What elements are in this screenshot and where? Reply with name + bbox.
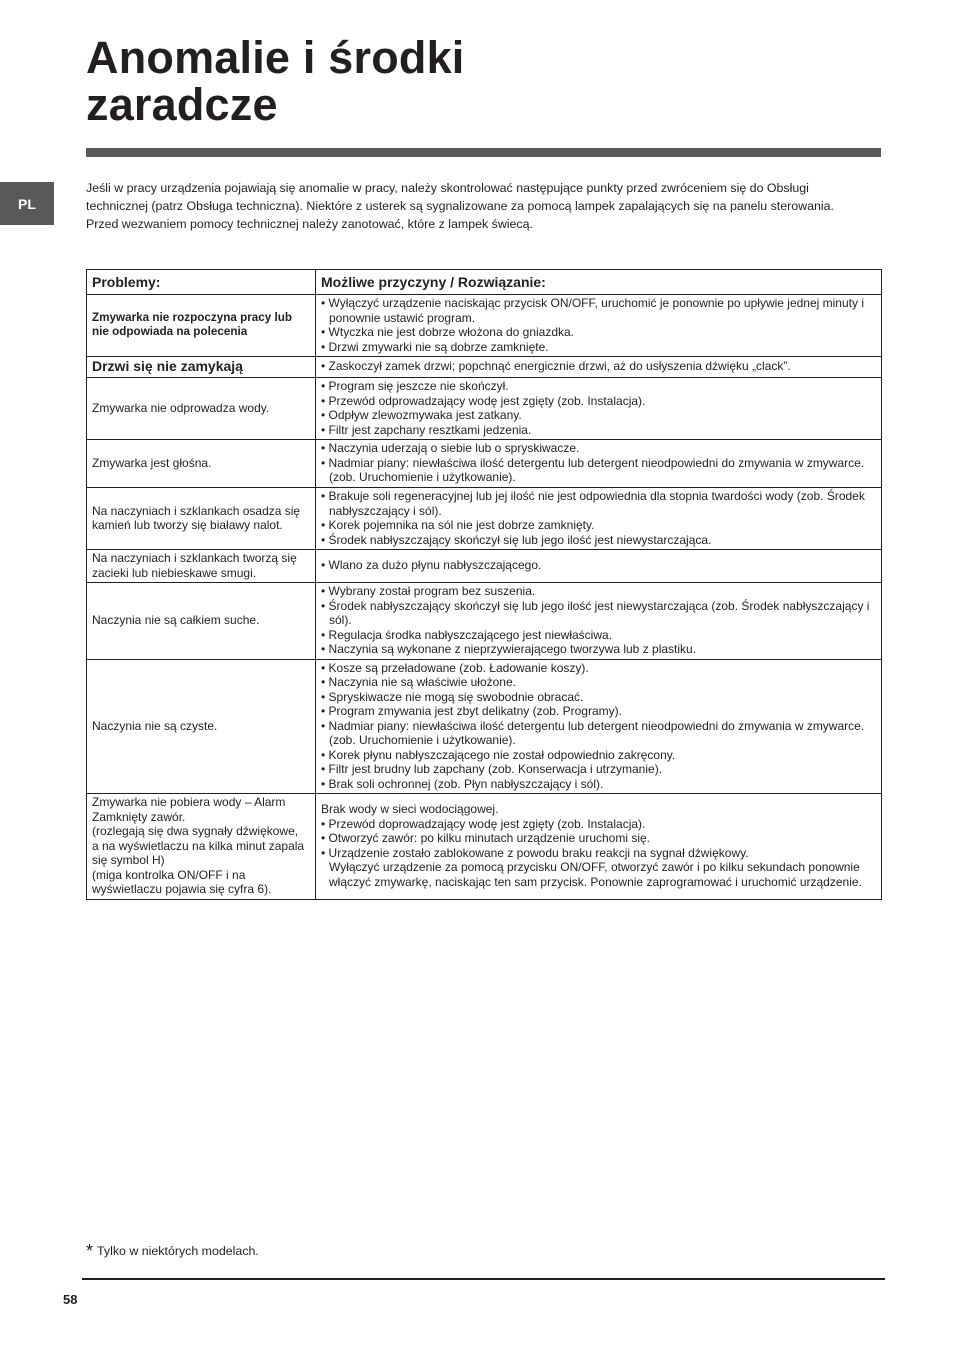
problem-text: Na naczyniach i szklankach osadza się (92, 503, 301, 518)
solution-cell (316, 357, 882, 378)
problem-text: kamień lub tworzy się białawy nalot. (92, 518, 283, 532)
intro-paragraph (86, 179, 886, 233)
page-title-line: Anomalie i środki (86, 32, 465, 83)
table-row (87, 295, 882, 357)
problem-text: Zamknięty zawór. (92, 809, 186, 824)
footnote (86, 1241, 259, 1262)
solution-item: • Korek pojemnika na sól nie jest dobrze zamknięty. (321, 518, 877, 533)
solution-item: • Filtr jest brudny lub zapchany (zob. Konserwacja i utrzymanie). (321, 762, 877, 777)
solution-item: • Przewód doprowadzający wodę jest zgięty (zob. Instalacja). (321, 817, 877, 832)
solution-item: • Wtyczka nie jest dobrze włożona do gniazdka. (321, 325, 877, 340)
solution-cell (316, 488, 882, 550)
table-row (87, 659, 882, 794)
table-row (87, 794, 882, 900)
title-divider (86, 148, 881, 157)
solution-lead: Brak wody w sieci wodociągowej. (321, 802, 499, 817)
solution-list (321, 661, 877, 792)
solution-cell (316, 583, 882, 660)
problem-cell (87, 583, 316, 660)
solution-item: • Brak soli ochronnej (zob. Płyn nabłyszczający i sól). (321, 777, 877, 792)
solution-item: • Środek nabłyszczający skończył się lub jego ilość jest niewystarczająca. (321, 533, 877, 548)
language-tab: PL (0, 182, 54, 225)
solution-item: • Nadmiar piany: niewłaściwa ilość detergentu lub detergent nieodpowiedni do zmywania w zmywarce. (zob. Uruchomienie i użytkowanie). (321, 456, 877, 485)
problem-cell (87, 378, 316, 440)
solution-list (321, 558, 877, 573)
page-title-line: zaradcze (86, 79, 278, 130)
intro-line: Jeśli w pracy urządzenia pojawiają się anomalie w pracy, należy skontrolować następujące punkty przed zwróceniem się do Obsługi (86, 181, 809, 195)
solution-item: • Otworzyć zawór: po kilku minutach urządzenie uruchomi się. (321, 831, 877, 846)
solution-continuation: Wyłączyć urządzenie za pomocą przycisku ON/OFF, otworzyć zawór i po kilku sekundach ponownie włączyć zmywarkę, naciskając ten sam przycisk. Ponownie zaprogramować i uruchomić urządzenie. (329, 860, 862, 889)
solution-list (321, 584, 877, 657)
problem-text: Zmywarka nie odprowadza wody. (92, 400, 270, 415)
footnote-text: Tylko w niektórych modelach. (97, 1244, 259, 1258)
solution-item: • Zaskoczył zamek drzwi; popchnąć energicznie drzwi, aż do usłyszenia dźwięku „clack”. (321, 359, 877, 374)
solution-item: • Spryskiwacze nie mogą się swobodnie obracać. (321, 690, 877, 705)
solution-item: • Program zmywania jest zbyt delikatny (zob. Programy). (321, 704, 877, 719)
problem-cell (87, 794, 316, 900)
problem-cell (87, 488, 316, 550)
table-header-row (87, 270, 882, 295)
table-row (87, 583, 882, 660)
problem-text: Naczynia nie są czyste. (92, 718, 218, 733)
problem-text: Drzwi się nie zamykają (92, 358, 243, 375)
solution-item: • Środek nabłyszczający skończył się lub jego ilość jest niewystarczająca (zob. Środek nabłyszczający i sól). (321, 599, 877, 628)
table-row (87, 440, 882, 488)
page-number: 58 (63, 1292, 78, 1307)
solution-cell (316, 378, 882, 440)
solution-item: • Drzwi zmywarki nie są dobrze zamknięte. (321, 340, 877, 355)
solution-item: • Brakuje soli regeneracyjnej lub jej ilość nie jest odpowiednia dla stopnia twardości wody (zob. Środek nabłyszczający i sól). (321, 489, 877, 518)
solution-item: • Wlano za dużo płynu nabłyszczającego. (321, 558, 877, 573)
troubleshooting-table (86, 269, 882, 900)
solution-item: • Program się jeszcze nie skończył. (321, 379, 877, 394)
solution-cell (316, 295, 882, 357)
footer-divider (82, 1278, 885, 1280)
solution-item: • Kosze są przeładowane (zob. Ładowanie koszy). (321, 661, 877, 676)
solution-list (321, 802, 877, 889)
problem-text: wyświetlaczu pojawia się cyfra 6). (92, 882, 272, 896)
problem-cell (87, 550, 316, 583)
solution-list (321, 441, 877, 485)
problem-text: (rozlegają się dwa sygnały dźwiękowe, (92, 824, 299, 838)
header-problems: Problemy: (87, 270, 316, 295)
problem-text: się symbol H) (92, 853, 165, 867)
solution-list (321, 359, 877, 374)
solution-cell (316, 440, 882, 488)
solution-item: • Urządzenie zostało zablokowane z powodu braku reakcji na sygnał dźwiękowy. (321, 846, 877, 861)
problem-text: Na naczyniach i szklankach tworzą się (92, 551, 297, 565)
solution-item: • Naczynia uderzają o siebie lub o spryskiwacze. (321, 441, 877, 456)
solution-item: • Wyłączyć urządzenie naciskając przycisk ON/OFF, uruchomić je ponownie po upływie jednej minuty i ponownie ustawić program. (321, 296, 877, 325)
problem-text: Zmywarka nie pobiera wody – Alarm (92, 795, 286, 809)
problem-text: zacieki lub niebieskawe smugi. (92, 565, 257, 580)
solution-item: • Filtr jest zapchany resztkami jedzenia. (321, 423, 877, 438)
problem-cell (87, 440, 316, 488)
page-title (86, 34, 786, 128)
problem-text: a na wyświetlaczu na kilka minut zapala (92, 838, 305, 853)
problem-text: (miga kontrolka ON/OFF i na (92, 867, 246, 882)
header-solutions: Możliwe przyczyny / Rozwiązanie: (316, 270, 882, 295)
solution-list (321, 489, 877, 547)
solution-cell (316, 794, 882, 900)
solution-cell (316, 550, 882, 583)
problem-cell (87, 295, 316, 357)
solution-item: • Naczynia nie są właściwie ułożone. (321, 675, 877, 690)
table-row (87, 378, 882, 440)
table-row (87, 488, 882, 550)
problem-text: nie odpowiada na polecenia (92, 325, 248, 338)
problem-text: Zmywarka nie rozpoczyna pracy lub (92, 310, 293, 324)
solution-list (321, 379, 877, 437)
solution-item: • Nadmiar piany: niewłaściwa ilość detergentu lub detergent nieodpowiedni do zmywania w zmywarce. (zob. Uruchomienie i użytkowanie). (321, 719, 877, 748)
problem-cell (87, 659, 316, 794)
solution-item: • Wybrany został program bez suszenia. (321, 584, 877, 599)
table-row (87, 357, 882, 378)
problem-cell (87, 357, 316, 378)
solution-list (321, 296, 877, 354)
solution-item: • Przewód odprowadzający wodę jest zgięty (zob. Instalacja). (321, 394, 877, 409)
solution-item: • Regulacja środka nabłyszczającego jest niewłaściwa. (321, 628, 877, 643)
solution-item: • Odpływ zlewozmywaka jest zatkany. (321, 408, 877, 423)
table-body (87, 295, 882, 900)
footnote-marker: * (86, 1241, 94, 1261)
problem-text: Zmywarka jest głośna. (92, 455, 212, 470)
table-row (87, 550, 882, 583)
problem-text: Naczynia nie są całkiem suche. (92, 613, 260, 627)
intro-line: technicznej (patrz Obsługa techniczna). Niektóre z usterek są sygnalizowane za pomocą lampek zapalających się na panelu sterowania. (86, 199, 834, 213)
solution-cell (316, 659, 882, 794)
intro-line: Przed wezwaniem pomocy technicznej należy zanotować, które z lampek świecą. (86, 217, 533, 231)
solution-item: • Korek płynu nabłyszczającego nie został odpowiednio zakręcony. (321, 748, 877, 763)
solution-item: • Naczynia są wykonane z nieprzywierającego tworzywa lub z plastiku. (321, 642, 877, 657)
